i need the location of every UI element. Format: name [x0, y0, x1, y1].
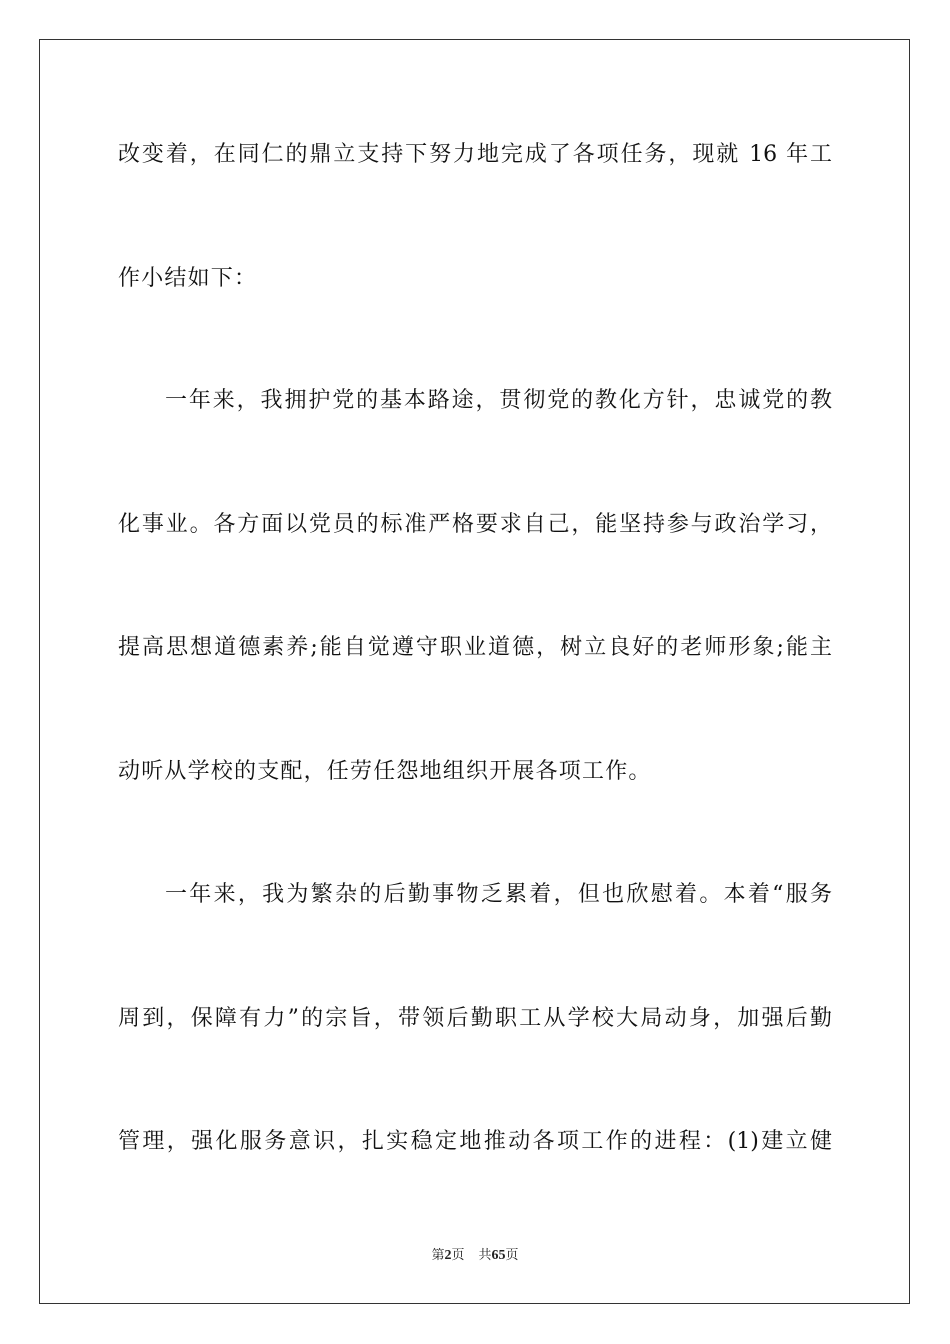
total-pages: 65: [491, 1248, 506, 1263]
page-border: [39, 39, 910, 1304]
body-line-1: 改变着，在同仁的鼎立支持下努力地完成了各项任务，现就 16 年工: [118, 142, 832, 167]
page-suffix: 页: [451, 1248, 465, 1263]
total-prefix: 共: [478, 1248, 492, 1263]
paragraph-2-line-4: 动听从学校的支配，任劳任怨地组织开展各项工作。: [118, 759, 652, 784]
paragraph-3-line-2: 周到，保障有力”的宗旨，带领后勤职工从学校大局动身，加强后勤: [118, 1006, 832, 1031]
page-prefix: 第: [431, 1248, 445, 1263]
paragraph-2-line-3: 提高思想道德素养;能自觉遵守职业道德，树立良好的老师形象;能主: [118, 635, 832, 660]
paragraph-3-line-1: 一年来，我为繁杂的后勤事物乏累着，但也欣慰着。本着“服务: [165, 882, 832, 907]
paragraph-3-line-3: 管理，强化服务意识，扎实稳定地推动各项工作的进程：(1)建立健: [118, 1129, 832, 1154]
page-footer: [0, 1247, 950, 1265]
paragraph-2-line-1: 一年来，我拥护党的基本路途，贯彻党的教化方针，忠诚党的教: [165, 388, 832, 413]
page-number: 2: [444, 1248, 452, 1263]
body-line-2: 作小结如下：: [118, 266, 258, 291]
paragraph-2-line-2: 化事业。各方面以党员的标准严格要求自己，能坚持参与政治学习，: [118, 512, 832, 537]
total-suffix: 页: [505, 1248, 519, 1263]
